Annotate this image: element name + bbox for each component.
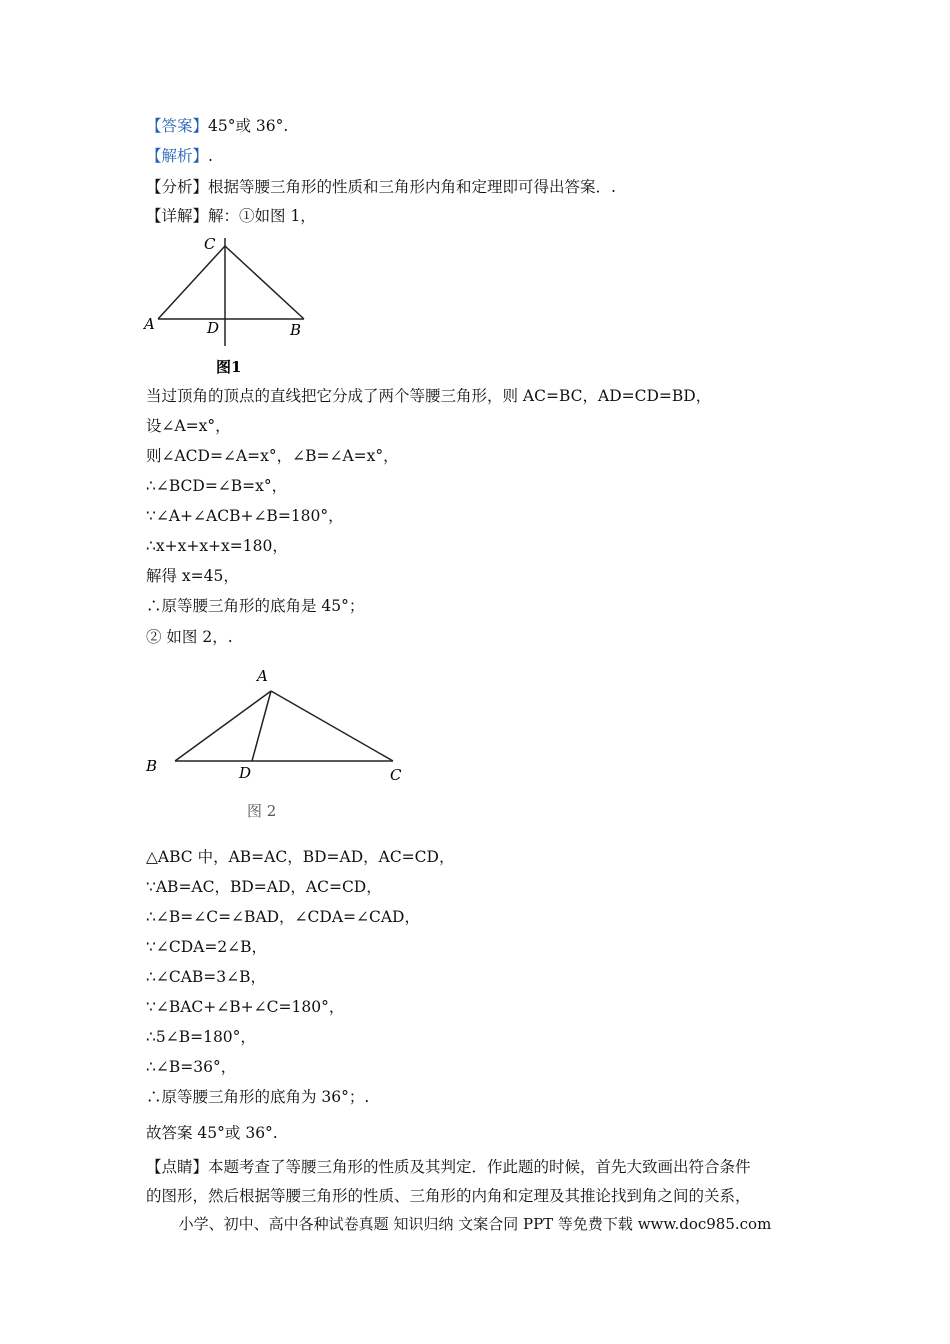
fig1-label-d: D <box>207 319 220 337</box>
fenxi-line <box>146 177 616 197</box>
case2-line: ∵∠CDA=2∠B， <box>146 938 268 956</box>
xiangjie-text: 解：①如图 1， <box>208 207 316 225</box>
case1-line: ∴原等腰三角形的底角是 45°； <box>146 597 365 615</box>
case2-line: ∵AB=AC，BD=AD，AC=CD， <box>146 878 382 896</box>
dianjing-line-2: 的图形，然后根据等腰三角形的性质、三角形的内角和定理及其推论找到角之间的关系， <box>146 1187 751 1205</box>
xiangjie-line <box>146 206 316 226</box>
analysis-tag: 【解析】 <box>146 147 209 165</box>
case1-line: ② 如图 2，. <box>146 628 233 646</box>
fenxi-text: 根据等腰三角形的性质和三角形内角和定理即可得出答案．. <box>208 178 616 196</box>
figure-2-diagram <box>140 660 430 840</box>
fig2-label-c: C <box>390 766 402 784</box>
case1-line: 设∠A=x°， <box>146 417 231 435</box>
dianjing-text-1: 本题考查了等腰三角形的性质及其判定．作此题的时候，首先大致画出符合条件 <box>208 1158 751 1176</box>
case2-line: ∴∠B=36°， <box>146 1058 237 1076</box>
dianjing-tag: 【点睛】 <box>146 1158 209 1176</box>
case2-line: ∵∠BAC+∠B+∠C=180°， <box>146 998 345 1016</box>
fig2-side-ac <box>271 691 393 761</box>
dianjing-line-1 <box>146 1157 751 1177</box>
answer-tag: 【答案】 <box>146 117 209 135</box>
fig2-side-ab <box>175 691 271 761</box>
case2-line: ∴∠B=∠C=∠BAD，∠CDA=∠CAD， <box>146 908 420 926</box>
case1-line: 则∠ACD=∠A=x°，∠B=∠A=x°， <box>146 447 399 465</box>
case1-line: 解得 x=45， <box>146 567 239 585</box>
case1-line: 当过顶角的顶点的直线把它分成了两个等腰三角形，则 AC=BC，AD=CD=BD， <box>146 387 712 405</box>
fig1-label-a: A <box>144 315 155 333</box>
case1-line: ∵∠A+∠ACB+∠B=180°， <box>146 507 344 525</box>
fig2-label-a: A <box>257 667 268 685</box>
fig2-line-ad <box>252 691 271 761</box>
case1-line: ∴x+x+x+x=180， <box>146 537 288 555</box>
fig1-label-b: B <box>290 321 302 339</box>
analysis-text: . <box>208 147 213 165</box>
analysis-line <box>146 146 213 166</box>
page-footer: 小学、初中、高中各种试卷真题 知识归纳 文案合同 PPT 等免费下载 www.doc985.com <box>178 1215 772 1233</box>
conclusion-line: 故答案 45°或 36°. <box>146 1124 278 1142</box>
case2-line: △ABC 中，AB=AC，BD=AD，AC=CD， <box>146 848 455 866</box>
case2-line: ∴∠CAB=3∠B， <box>146 968 267 986</box>
figure-1-diagram <box>140 228 330 378</box>
fig2-caption: 图 2 <box>247 802 277 820</box>
fig1-side-ac <box>158 246 225 319</box>
fig1-label-c: C <box>204 235 216 253</box>
fig2-label-d: D <box>239 764 252 782</box>
case1-line: ∴∠BCD=∠B=x°， <box>146 477 288 495</box>
fig2-label-b: B <box>146 757 158 775</box>
case2-line: ∴5∠B=180°， <box>146 1028 256 1046</box>
fenxi-tag: 【分析】 <box>146 178 209 196</box>
case2-line: ∴原等腰三角形的底角为 36°；. <box>146 1088 370 1106</box>
answer-line <box>146 116 288 136</box>
fig1-side-bc <box>225 246 304 319</box>
answer-text: 45°或 36°. <box>208 117 289 135</box>
fig1-caption: 图1 <box>216 358 242 376</box>
xiangjie-tag: 【详解】 <box>146 207 209 225</box>
